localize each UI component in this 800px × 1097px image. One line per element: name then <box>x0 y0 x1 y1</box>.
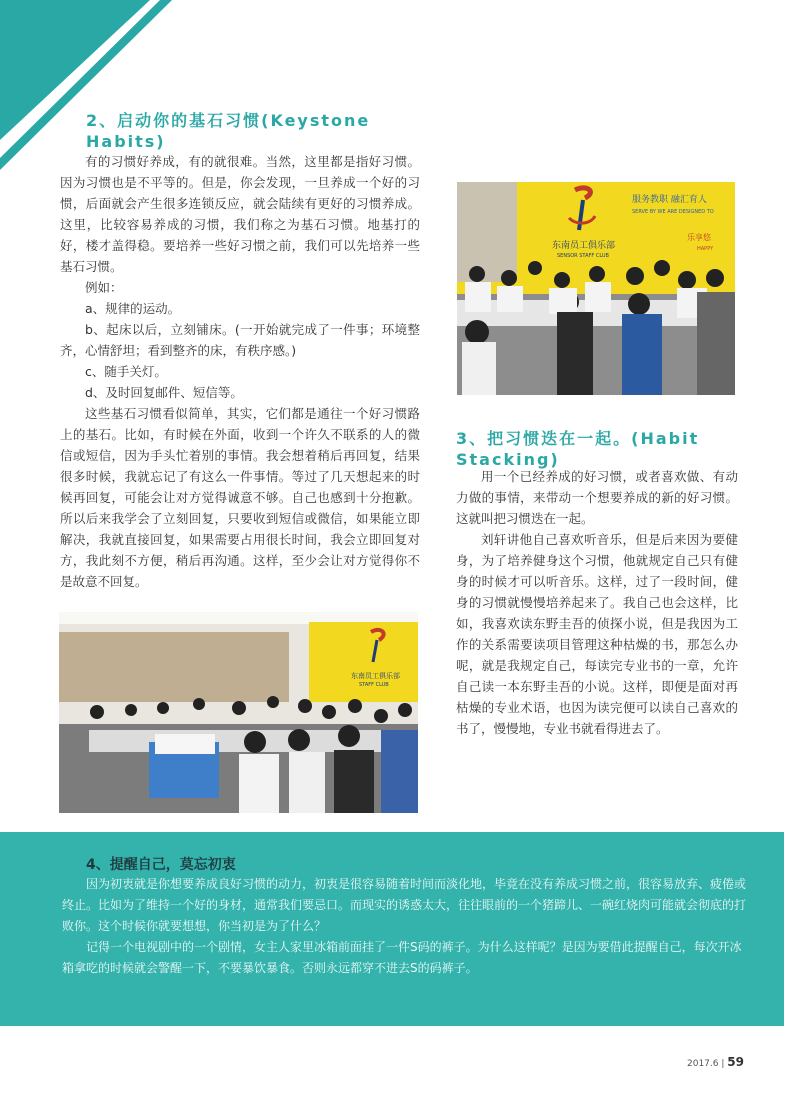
photo-meeting-room-1 <box>457 182 735 395</box>
section2-paragraph: c、随手关灯。 <box>85 364 167 379</box>
page-footer <box>687 1055 744 1069</box>
wall-text-2: SERVE BY WE ARE DESIGNED TO <box>632 209 714 215</box>
section3-title: 3、把习惯迭在一起。(Habit Stacking) <box>456 429 700 469</box>
section3-paragraph: 用一个已经养成的好习惯，或者喜欢做、有动力做的事情，来带动一个想要养成的新的好习惯。这就叫把习惯迭在一起。 <box>456 469 738 526</box>
footer-separator: | <box>721 1059 725 1069</box>
issue-date: 2017.6 <box>687 1059 719 1069</box>
section4-band <box>0 832 784 1026</box>
section2-paragraph: 这些基石习惯看似简单，其实，它们都是通往一个好习惯路上的基石。比如，有时候在外面，收到一个许久不联系的人的微信或短信，因为手头忙着别的事情。我会想着稍后再回复，结果很多时候，我就忘记了有这么一件事情。等过了几天想起来的时候再回复，可能会让对方觉得诚意不够。自己也感到十分抱歉。所以后来我学会了立刻回复，只要收到短信或微信，如果能立即解决，我就直接回复，如果需要占用很长时间，我会立即回复对方，我此刻不方便，稍后再沟通。这样，至少会让对方觉得你不是故意不回复。 <box>60 406 420 589</box>
section4-title: 4、提醒自己，莫忘初衷 <box>86 857 236 873</box>
section2-paragraph: 有的习惯好养成，有的就很难。当然，这里都是指好习惯。因为习惯也是不平等的。但是，你会发现，一旦养成一个好的习惯，后面就会产生很多连锁反应，就会陆续有更好的习惯养成。这里，比较容易养成的习惯，我们称之为基石习惯。地基打的好，楼才盖得稳。要培养一些好习惯之前，我们可以先培养一些基石习惯。 <box>60 154 420 274</box>
section3-body <box>456 466 738 739</box>
section2-paragraph: a、规律的运动。 <box>85 301 181 316</box>
section2-title: 2、启动你的基石习惯(Keystone Habits) <box>86 111 371 151</box>
page-number: 59 <box>727 1055 744 1069</box>
section3-paragraph: 刘轩讲他自己喜欢听音乐，但是后来因为要健身，为了培养健身这个习惯，他就规定自己只有健身的时候才可以听音乐。这样，过了一段时间，健身的习惯就慢慢培养起来了。我自己也会这样，比如，我喜欢读东野圭吾的侦探小说，但是我因为工作的关系需要读项目管理这种枯燥的书，那怎么办呢，就是我规定自己，每读完专业书的一章，允许自己读一本东野圭吾的小说。这样，即便是面对再枯燥的专业术语，也因为读完便可以读自己喜欢的书了，慢慢地，专业书就看得进去了。 <box>456 532 738 736</box>
section4-body <box>62 874 752 979</box>
wall-text-6: HAPPY <box>697 246 714 252</box>
wall-text-5: 乐享悠 <box>687 233 711 242</box>
wall-text-3: 东南员工俱乐部 <box>552 241 616 251</box>
section4-paragraph: 因为初衷就是你想要养成良好习惯的动力，初衷是很容易随着时间而淡化地，毕竟在没有养成习惯之前，很容易放弃、疲倦或终止。比如为了维持一个好的身材，通常我们要忌口。而现实的诱惑太大，往往眼前的一个猪蹄儿、一碗红烧肉可能就会彻底的打败你。这个时候你就要想想，你当初是为了什么？ <box>62 877 747 933</box>
wall-text-4: SENSOR STAFF CLUB <box>557 253 609 259</box>
photo-meeting-room-2 <box>59 612 418 813</box>
section2-body <box>60 151 420 592</box>
section4-paragraph: 记得一个电视剧中的一个剧情，女主人家里冰箱前面挂了一件S码的裤子。为什么这样呢？是因为要借此提醒自己，每次开冰箱拿吃的时候就会警醒一下，不要暴饮暴食。否则永远都穿不进去S的码裤子。 <box>62 940 742 975</box>
wall-text-1: 服务教职 融汇育人 <box>632 195 707 205</box>
section2-paragraph: d、及时回复邮件、短信等。 <box>85 385 243 400</box>
wall-text-1: 东南员工俱乐部 <box>351 672 400 680</box>
section2-paragraph: b、起床以后，立刻铺床。(一开始就完成了一件事；环境整齐，心情舒坦；看到整齐的床，有秩序感。) <box>60 322 420 358</box>
wall-text-2: STAFF CLUB <box>359 682 389 688</box>
section2-paragraph: 例如： <box>85 280 123 295</box>
